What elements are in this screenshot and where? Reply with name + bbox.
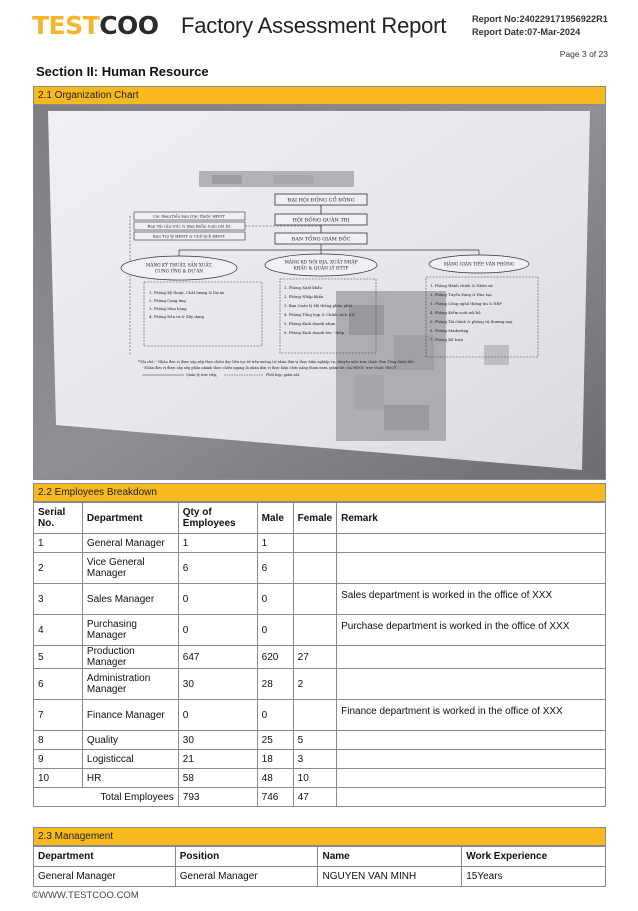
cell-female: 5 — [293, 731, 336, 750]
cell-male: 0 — [257, 615, 293, 646]
cell-serial: 7 — [34, 700, 83, 731]
cell-male: 28 — [257, 669, 293, 700]
cell-female: 3 — [293, 750, 336, 769]
page-number: Page 3 of 23 — [559, 49, 608, 59]
chart-legend-2: Phối hợp, giám sát. — [266, 373, 301, 377]
employees-table — [33, 502, 606, 807]
table-row — [34, 731, 606, 750]
cell-department: Quality — [82, 731, 178, 750]
cell-remark: Sales department is worked in the office of XXX — [337, 584, 606, 615]
section-title: Section II: Human Resource — [36, 64, 209, 79]
cell-serial: 1 — [34, 534, 83, 553]
table-row — [34, 584, 606, 615]
cell-qty: 1 — [178, 534, 257, 553]
document-title: Factory Assessment Report — [181, 13, 447, 38]
table-row — [34, 534, 606, 553]
branch-2-item: 2. Phòng Nhập khẩu — [284, 294, 324, 299]
chart-branch-2-line-2: KHẨU & QUẢN LÝ HTTP — [293, 266, 349, 272]
chart-note-line-2: - Nhân đơn vị được sắp xếp phân nhánh theo chiều ngang là nhãn đơn vị thực hiện chức năng tham mưu, giám sát của HĐQT, trực thuộc HĐQT — [142, 366, 397, 370]
cell-department: Production Manager — [82, 646, 178, 669]
cell-department: Sales Manager — [82, 584, 178, 615]
chart-left-box-1: Các Ban/Tiểu ban trực thuộc HĐQT — [152, 213, 226, 219]
cell-department: General Manager — [34, 867, 176, 887]
org-chart-label: 2.1 Organization Chart — [33, 86, 606, 105]
table-row — [34, 553, 606, 584]
cell-serial: 9 — [34, 750, 83, 769]
cell-department: Administration Manager — [82, 669, 178, 700]
footer-copyright: ©WWW.TESTCOO.COM — [32, 890, 139, 901]
col-header-work-experience: Work Experience — [462, 847, 606, 867]
chart-branch-1-line-1: MẢNG KỸ THUẬT, SẢN XUẤT, — [145, 263, 213, 269]
branch-2-item: 4. Phòng Tổng hợp & Chính sách KD — [284, 312, 355, 317]
cell-female — [293, 615, 336, 646]
col-header-department: Department — [34, 847, 176, 867]
cell-name: NGUYEN VAN MINH — [318, 867, 462, 887]
cell-serial: 5 — [34, 646, 83, 669]
cell-department: Logisticcal — [82, 750, 178, 769]
cell-department: Vice General Manager — [82, 553, 178, 584]
branch-2-item: 3. Ban Quản lý Hệ thống phân phối — [284, 303, 352, 308]
cell-qty: 647 — [178, 646, 257, 669]
cell-qty: 58 — [178, 769, 257, 788]
management-section — [33, 827, 606, 887]
total-label: Total Employees — [34, 788, 179, 807]
cell-female — [293, 700, 336, 731]
branch-3-item: 7. Phòng Kế toán — [430, 337, 464, 342]
cell-position: General Manager — [175, 867, 318, 887]
col-header-remark: Remark — [337, 503, 606, 534]
cell-male: 18 — [257, 750, 293, 769]
chart-box-directors: BAN TỔNG GIÁM ĐỐC — [291, 236, 351, 243]
branch-3-item: 6. Phòng Marketing — [430, 328, 469, 333]
cell-department: Finance Manager — [82, 700, 178, 731]
table-row — [34, 769, 606, 788]
chart-left-box-3: Ban Trợ lý HĐQT & Chủ tịch HĐQT — [152, 233, 226, 239]
col-header-serial: Serial No. — [34, 503, 83, 534]
col-header-position: Position — [175, 847, 318, 867]
total-qty: 793 — [178, 788, 257, 807]
table-header-row — [34, 503, 606, 534]
cell-remark — [337, 769, 606, 788]
report-meta — [472, 13, 608, 39]
org-chart-section — [33, 86, 606, 105]
cell-remark — [337, 731, 606, 750]
table-row — [34, 646, 606, 669]
table-row — [34, 867, 606, 887]
col-header-female: Female — [293, 503, 336, 534]
branch-1-item: 1. Phòng Kỹ thuật, Chất lượng & Dự án — [149, 290, 225, 295]
col-header-name: Name — [318, 847, 462, 867]
cell-qty: 30 — [178, 731, 257, 750]
chart-left-box-2: Ban Tái cấu trúc & Ban Kiểm toán nội bộ — [147, 223, 231, 229]
cell-remark — [337, 534, 606, 553]
cell-male: 25 — [257, 731, 293, 750]
cell-male: 6 — [257, 553, 293, 584]
report-number: Report No:240229171956922R1 — [472, 14, 608, 24]
cell-female — [293, 584, 336, 615]
branch-3-item: 1. Phòng Hành chính & Nhân sự — [430, 283, 493, 288]
cell-serial: 2 — [34, 553, 83, 584]
total-row — [34, 788, 606, 807]
branch-1-item: 3. Phòng Mua hàng — [149, 306, 187, 311]
cell-female: 10 — [293, 769, 336, 788]
cell-remark: Purchase department is worked in the office of XXX — [337, 615, 606, 646]
branch-3-item: 5. Phòng Tài chính & phòng vệ thương mại — [430, 319, 513, 324]
table-row — [34, 750, 606, 769]
table-header-row — [34, 847, 606, 867]
cell-remark — [337, 553, 606, 584]
branch-1-item: 2. Phòng Cung ứng — [149, 298, 186, 303]
cell-serial: 10 — [34, 769, 83, 788]
management-table — [33, 846, 606, 887]
cell-serial: 6 — [34, 669, 83, 700]
cell-department: General Manager — [82, 534, 178, 553]
cell-male: 1 — [257, 534, 293, 553]
cell-qty: 0 — [178, 615, 257, 646]
chart-branch-3-line-1: MẢNG GIÁN TIẾP, VĂN PHÒNG — [443, 262, 515, 268]
branch-3-item: 4. Phòng Kiểm soát nội bộ — [430, 310, 481, 315]
employees-section — [33, 483, 606, 807]
cell-serial: 8 — [34, 731, 83, 750]
org-chart-image — [34, 105, 605, 479]
chart-branch-2-line-1: MẢNG KD NỘI ĐỊA, XUẤT NHẬP — [284, 260, 358, 266]
cell-qty: 21 — [178, 750, 257, 769]
cell-male: 48 — [257, 769, 293, 788]
cell-qty: 30 — [178, 669, 257, 700]
col-header-department: Department — [82, 503, 178, 534]
branch-3-item: 3. Phòng Công nghệ thông tin & ERP — [430, 301, 502, 306]
cell-experience: 15Years — [462, 867, 606, 887]
cell-female: 2 — [293, 669, 336, 700]
logo-text-coo: COO — [99, 11, 159, 40]
cell-department: HR — [82, 769, 178, 788]
table-row — [34, 669, 606, 700]
branch-1-item: 4. Phòng Đầu tư & Xây dựng — [149, 314, 205, 319]
cell-remark — [337, 669, 606, 700]
cell-male: 0 — [257, 584, 293, 615]
cell-qty: 0 — [178, 584, 257, 615]
org-chart-photo — [33, 105, 606, 480]
branch-2-item: 5. Phòng Kinh doanh nhựa — [284, 321, 336, 326]
cell-remark — [337, 750, 606, 769]
total-female: 47 — [293, 788, 336, 807]
cell-male: 0 — [257, 700, 293, 731]
chart-box-assembly: ĐẠI HỘI ĐỒNG CỔ ĐÔNG — [287, 197, 355, 204]
employees-label: 2.2 Employees Breakdown — [33, 483, 606, 502]
cell-remark: Finance department is worked in the office of XXX — [337, 700, 606, 731]
branch-3-item: 2. Phòng Tuyển dụng & Đào tạo — [430, 292, 492, 297]
cell-female — [293, 534, 336, 553]
branch-2-item: 6. Phòng Kinh doanh tôn - thép — [284, 330, 345, 335]
cell-remark — [337, 646, 606, 669]
total-male: 746 — [257, 788, 293, 807]
report-header — [32, 10, 608, 44]
chart-note-line-1: *Ghi chú: - Nhân đơn vị được sắp xếp theo chiều dọc liên tục từ trên xuống (ví nhãn đơn vị thực hiện nghiệp vụ, chuyên môn trực thuộc Ban Tổng Giám đốc. — [138, 360, 416, 364]
col-header-qty: Qty of Employees — [178, 503, 257, 534]
branch-2-item: 1. Phòng Xuất khẩu — [284, 285, 322, 290]
table-row — [34, 615, 606, 646]
cell-male: 620 — [257, 646, 293, 669]
chart-branch-1-line-2: CUNG ỨNG & DỰ ÁN — [154, 269, 204, 275]
chart-legend-1: Quản lý trực tiếp; — [186, 373, 218, 377]
testcoo-logo — [32, 12, 159, 40]
report-date: Report Date:07-Mar-2024 — [472, 27, 581, 37]
cell-qty: 0 — [178, 700, 257, 731]
chart-box-board: HỘI ĐỒNG QUẢN TRỊ — [292, 217, 350, 224]
cell-female: 27 — [293, 646, 336, 669]
col-header-male: Male — [257, 503, 293, 534]
cell-department: Purchasing Manager — [82, 615, 178, 646]
cell-qty: 6 — [178, 553, 257, 584]
cell-serial: 3 — [34, 584, 83, 615]
table-row — [34, 700, 606, 731]
logo-text-test: TEST — [32, 11, 100, 40]
cell-serial: 4 — [34, 615, 83, 646]
cell-female — [293, 553, 336, 584]
total-remark — [337, 788, 606, 807]
management-label: 2.3 Management — [33, 827, 606, 846]
